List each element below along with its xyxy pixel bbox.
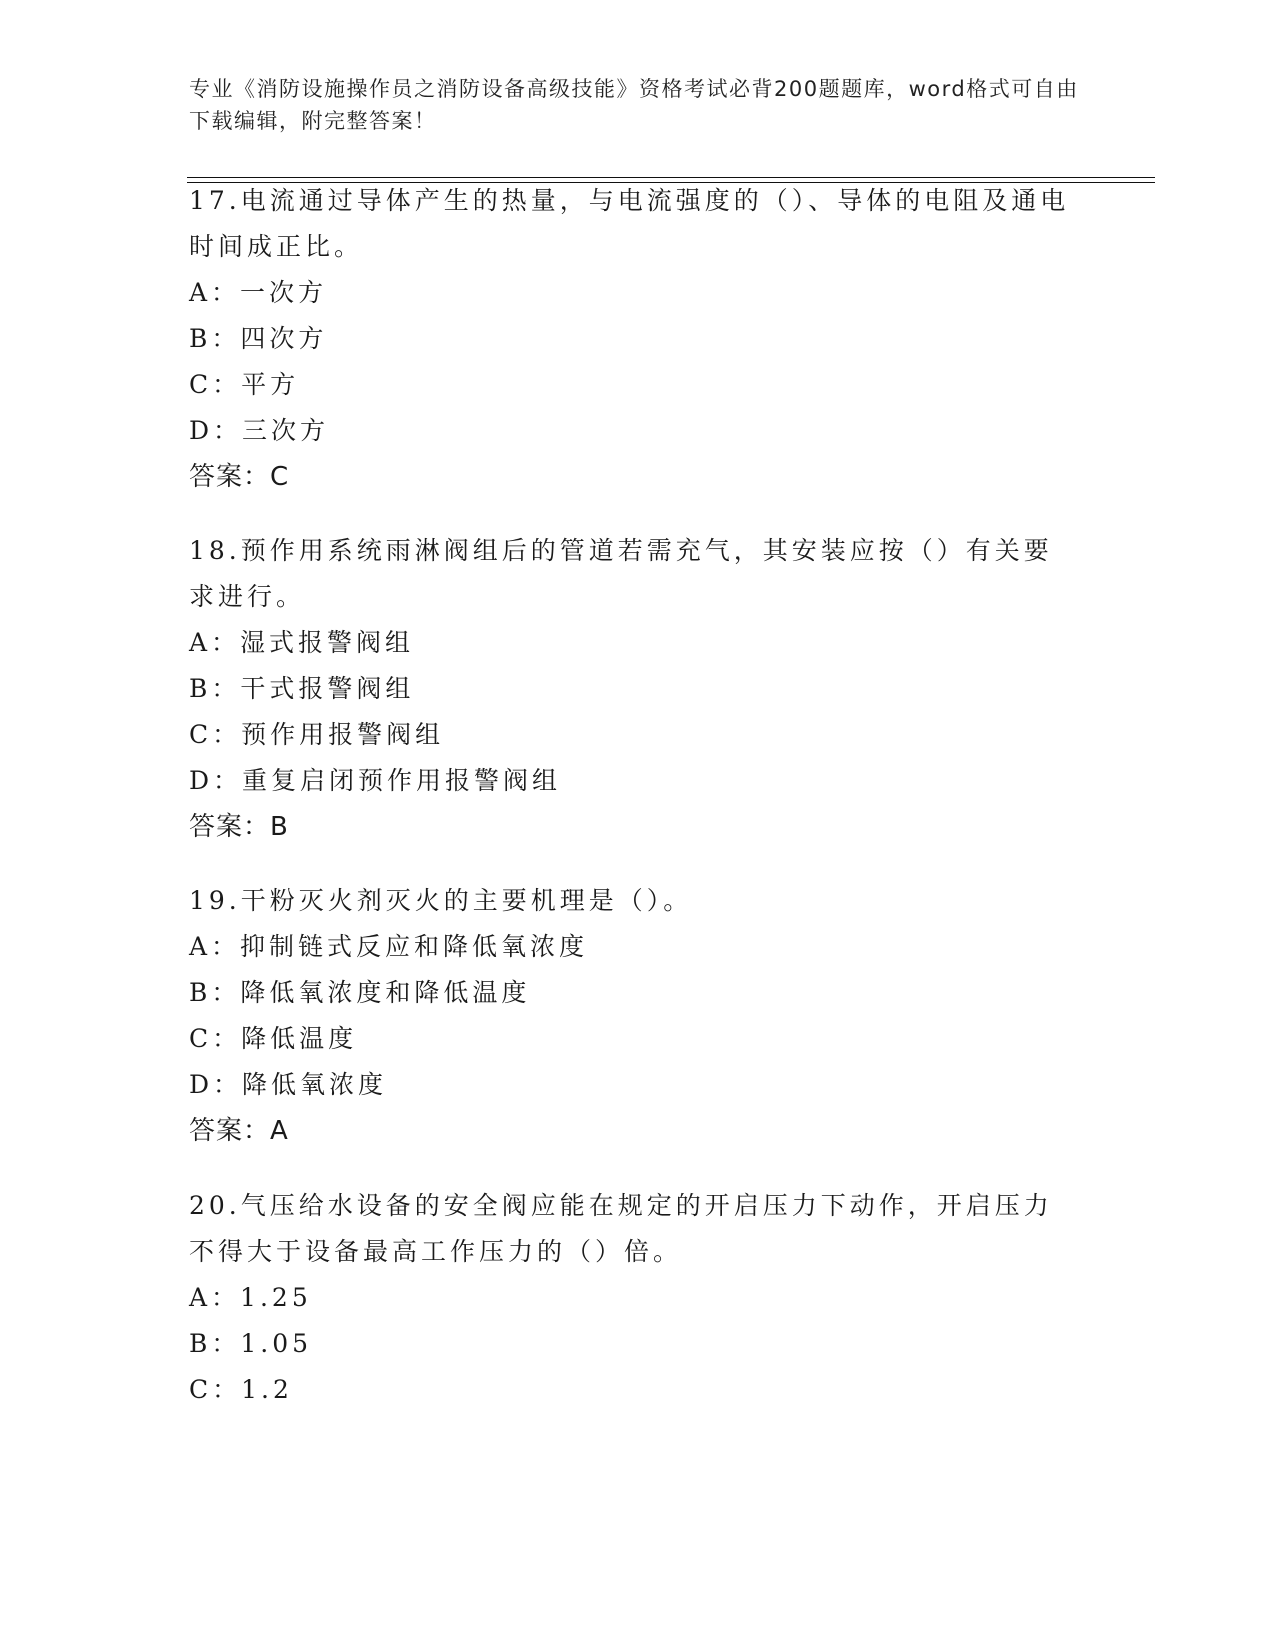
option-c: C：降低温度 xyxy=(189,1024,358,1053)
option-a: A：抑制链式反应和降低氧浓度 xyxy=(189,932,589,961)
option-d: D：降低氧浓度 xyxy=(189,1070,388,1099)
question-19 xyxy=(189,878,1079,1154)
option-b: B：1.05 xyxy=(189,1329,313,1358)
question-stem: 17.电流通过导体产生的热量，与电流强度的（）、导体的电阻及通电时间成正比。 xyxy=(189,186,1070,261)
option-b: B：四次方 xyxy=(189,324,328,353)
question-17 xyxy=(189,178,1079,500)
question-stem: 20.气压给水设备的安全阀应能在规定的开启压力下动作，开启压力不得大于设备最高工作压力的（）倍。 xyxy=(189,1191,1053,1266)
document-header: 专业《消防设施操作员之消防设备高级技能》资格考试必背200题题库，word格式可自由下载编辑，附完整答案！ xyxy=(189,77,1079,133)
option-a: A：1.25 xyxy=(189,1283,312,1312)
option-a: A：湿式报警阀组 xyxy=(189,628,415,657)
question-18 xyxy=(189,528,1079,850)
question-stem: 19.干粉灭火剂灭火的主要机理是（）。 xyxy=(189,886,693,915)
option-c: C：1.2 xyxy=(189,1375,293,1404)
question-stem: 18.预作用系统雨淋阀组后的管道若需充气，其安装应按（）有关要求进行。 xyxy=(189,536,1053,611)
answer: 答案：B xyxy=(189,812,289,842)
option-b: B：干式报警阀组 xyxy=(189,674,415,703)
option-d: D：重复启闭预作用报警阀组 xyxy=(189,766,562,795)
answer: 答案：A xyxy=(189,1116,289,1146)
option-c: C：平方 xyxy=(189,370,300,399)
option-d: D：三次方 xyxy=(189,416,330,445)
answer: 答案：C xyxy=(189,462,290,492)
option-c: C：预作用报警阀组 xyxy=(189,720,445,749)
question-20 xyxy=(189,1183,1079,1413)
option-a: A：一次方 xyxy=(189,278,328,307)
option-b: B：降低氧浓度和降低温度 xyxy=(189,978,531,1007)
